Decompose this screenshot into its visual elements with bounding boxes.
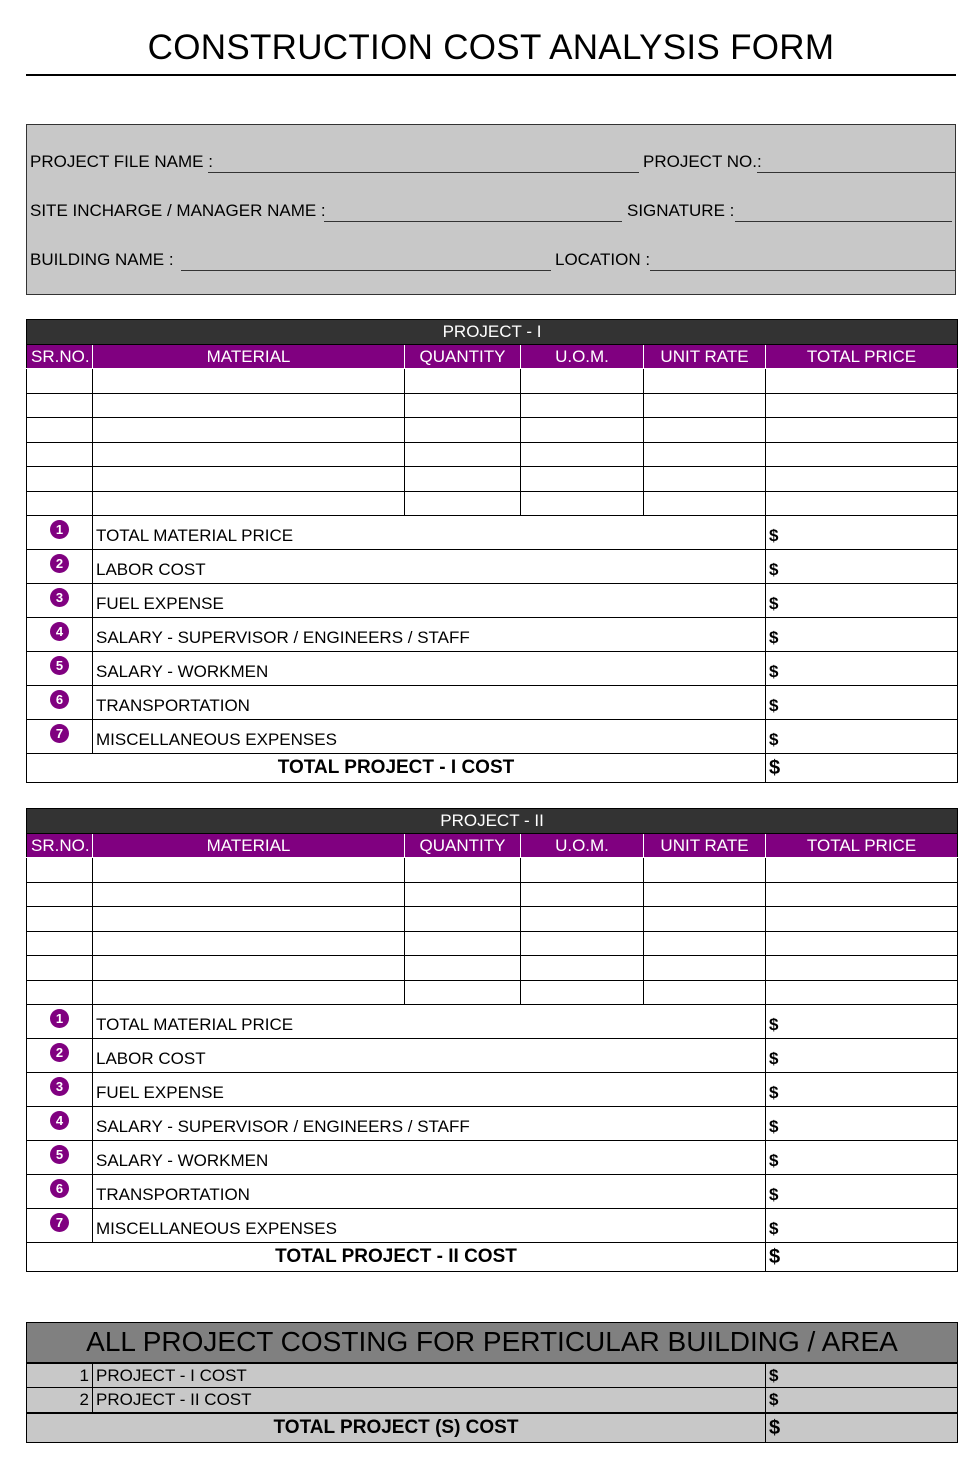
cell[interactable] — [93, 369, 405, 394]
cost-amount-field[interactable]: $ — [766, 652, 958, 686]
cell[interactable] — [766, 418, 958, 443]
location-label: LOCATION : — [555, 250, 651, 269]
cell[interactable] — [766, 442, 958, 467]
cell[interactable] — [405, 980, 521, 1005]
cost-amount-field[interactable]: $ — [766, 1039, 958, 1073]
cell[interactable] — [521, 882, 644, 907]
cell[interactable] — [521, 491, 644, 516]
site-incharge-label: SITE INCHARGE / MANAGER NAME : — [30, 201, 326, 220]
summary-heading: ALL PROJECT COSTING FOR PERTICULAR BUILDING / AREA — [27, 1323, 958, 1363]
signature-label: SIGNATURE : — [627, 201, 735, 220]
cost-row-total-material — [27, 1005, 958, 1039]
number-circle-icon: 1 — [50, 1009, 69, 1028]
cost-row-salary-workmen — [27, 652, 958, 686]
cost-label: TOTAL MATERIAL PRICE — [93, 1005, 766, 1039]
cell[interactable] — [405, 418, 521, 443]
project-1-column-headers — [27, 345, 958, 369]
cell[interactable] — [405, 442, 521, 467]
number-circle-icon: 6 — [50, 1179, 69, 1198]
project-2-column-headers — [27, 834, 958, 858]
cost-row-transportation — [27, 686, 958, 720]
cost-amount-field[interactable]: $ — [766, 686, 958, 720]
cell[interactable] — [93, 393, 405, 418]
table-row — [27, 393, 958, 418]
col-total-price: TOTAL PRICE — [766, 345, 958, 369]
table-row — [27, 442, 958, 467]
cell[interactable] — [27, 491, 93, 516]
project-1-heading: PROJECT - I — [27, 320, 958, 345]
cost-label: FUEL EXPENSE — [93, 1073, 766, 1107]
location-field[interactable] — [650, 270, 955, 271]
number-circle-icon: 3 — [50, 1077, 69, 1096]
number-circle-icon: 2 — [50, 1043, 69, 1062]
cell[interactable] — [405, 369, 521, 394]
number-circle-icon: 7 — [50, 724, 69, 743]
cost-amount-field[interactable]: $ — [766, 720, 958, 754]
cost-row-fuel — [27, 584, 958, 618]
col-sr-no: SR.NO. — [27, 834, 93, 858]
building-name-field[interactable] — [181, 270, 551, 271]
cell[interactable] — [27, 442, 93, 467]
summary-row-amount-field[interactable]: $ — [766, 1388, 958, 1413]
table-row — [27, 369, 958, 394]
cell[interactable] — [27, 980, 93, 1005]
cost-label: SALARY - WORKMEN — [93, 652, 766, 686]
cell[interactable] — [27, 418, 93, 443]
number-badge — [27, 1005, 93, 1039]
cost-label: TRANSPORTATION — [93, 686, 766, 720]
building-name-label: BUILDING NAME : — [30, 250, 174, 269]
cell[interactable] — [27, 393, 93, 418]
cost-row-misc — [27, 1209, 958, 1243]
cell[interactable] — [644, 442, 766, 467]
cost-row-misc — [27, 720, 958, 754]
cell[interactable] — [766, 369, 958, 394]
cell[interactable] — [521, 931, 644, 956]
cell[interactable] — [521, 467, 644, 492]
summary-row-label: PROJECT - I COST — [93, 1363, 766, 1388]
cell[interactable] — [405, 931, 521, 956]
form-title: CONSTRUCTION COST ANALYSIS FORM — [26, 26, 956, 76]
project-2-heading: PROJECT - II — [27, 809, 958, 834]
cost-label: FUEL EXPENSE — [93, 584, 766, 618]
table-row — [27, 956, 958, 981]
cost-row-transportation — [27, 1175, 958, 1209]
cell[interactable] — [766, 907, 958, 932]
cost-amount-field[interactable]: $ — [766, 584, 958, 618]
cell[interactable] — [521, 907, 644, 932]
cell[interactable] — [644, 467, 766, 492]
number-badge — [27, 618, 93, 652]
cell[interactable] — [27, 956, 93, 981]
cell[interactable] — [405, 956, 521, 981]
table-row — [27, 467, 958, 492]
cell[interactable] — [766, 858, 958, 883]
cell[interactable] — [766, 882, 958, 907]
project-2-total-row — [27, 1243, 958, 1272]
cell[interactable] — [521, 418, 644, 443]
number-circle-icon: 3 — [50, 588, 69, 607]
cost-row-salary-workmen — [27, 1141, 958, 1175]
info-row-1 — [30, 149, 952, 175]
col-material: MATERIAL — [93, 834, 405, 858]
number-badge — [27, 686, 93, 720]
summary-row-number: 2 — [27, 1388, 93, 1413]
col-quantity: QUANTITY — [405, 834, 521, 858]
col-unit-rate: UNIT RATE — [644, 834, 766, 858]
cost-amount-field[interactable]: $ — [766, 1175, 958, 1209]
project-2-total-field[interactable]: $ — [766, 1243, 958, 1272]
cost-amount-field[interactable]: $ — [766, 1107, 958, 1141]
cell[interactable] — [644, 882, 766, 907]
col-quantity: QUANTITY — [405, 345, 521, 369]
cell[interactable] — [766, 956, 958, 981]
cell[interactable] — [766, 980, 958, 1005]
number-circle-icon: 5 — [50, 1145, 69, 1164]
number-badge — [27, 1209, 93, 1243]
cell[interactable] — [27, 858, 93, 883]
project-1-total-label: TOTAL PROJECT - I COST — [27, 754, 766, 783]
project-file-name-label: PROJECT FILE NAME : — [30, 152, 213, 171]
number-circle-icon: 1 — [50, 520, 69, 539]
summary-row-amount-field[interactable]: $ — [766, 1363, 958, 1388]
project-2-table — [26, 808, 958, 1272]
project-no-field[interactable] — [757, 172, 955, 173]
table-row — [27, 882, 958, 907]
cost-amount-field[interactable]: $ — [766, 516, 958, 550]
col-sr-no: SR.NO. — [27, 345, 93, 369]
number-badge — [27, 720, 93, 754]
cell[interactable] — [27, 369, 93, 394]
number-badge — [27, 584, 93, 618]
table-row — [27, 980, 958, 1005]
cell[interactable] — [644, 956, 766, 981]
cell[interactable] — [405, 467, 521, 492]
cell[interactable] — [644, 980, 766, 1005]
cost-label: LABOR COST — [93, 550, 766, 584]
cell[interactable] — [644, 393, 766, 418]
project-file-name-field[interactable] — [208, 172, 639, 173]
col-material: MATERIAL — [93, 345, 405, 369]
cell[interactable] — [27, 907, 93, 932]
number-badge — [27, 652, 93, 686]
cost-amount-field[interactable]: $ — [766, 1209, 958, 1243]
table-row — [27, 418, 958, 443]
number-circle-icon: 7 — [50, 1213, 69, 1232]
table-row — [27, 907, 958, 932]
cell[interactable] — [27, 467, 93, 492]
cell[interactable] — [644, 907, 766, 932]
site-incharge-field[interactable] — [324, 221, 622, 222]
cost-amount-field[interactable]: $ — [766, 550, 958, 584]
cell[interactable] — [766, 931, 958, 956]
cell[interactable] — [644, 369, 766, 394]
summary-total-row — [27, 1413, 958, 1443]
cell[interactable] — [521, 393, 644, 418]
cost-label: SALARY - SUPERVISOR / ENGINEERS / STAFF — [93, 1107, 766, 1141]
cost-row-total-material — [27, 516, 958, 550]
cell[interactable] — [93, 882, 405, 907]
cell[interactable] — [405, 882, 521, 907]
cost-label: SALARY - WORKMEN — [93, 1141, 766, 1175]
cell[interactable] — [93, 956, 405, 981]
cell[interactable] — [644, 931, 766, 956]
cost-amount-field[interactable]: $ — [766, 1141, 958, 1175]
cost-row-labor — [27, 1039, 958, 1073]
table-row — [27, 931, 958, 956]
table-row — [27, 491, 958, 516]
number-badge — [27, 1039, 93, 1073]
cell[interactable] — [521, 980, 644, 1005]
info-row-3 — [30, 247, 952, 273]
cost-row-labor — [27, 550, 958, 584]
col-uom: U.O.M. — [521, 345, 644, 369]
cost-label: MISCELLANEOUS EXPENSES — [93, 720, 766, 754]
col-uom: U.O.M. — [521, 834, 644, 858]
cell[interactable] — [93, 442, 405, 467]
cost-amount-field[interactable]: $ — [766, 618, 958, 652]
number-badge — [27, 1175, 93, 1209]
number-badge — [27, 1107, 93, 1141]
cell[interactable] — [405, 393, 521, 418]
table-row — [27, 858, 958, 883]
summary-row-number: 1 — [27, 1363, 93, 1388]
project-1-table — [26, 319, 958, 783]
number-badge — [27, 550, 93, 584]
cost-amount-field[interactable]: $ — [766, 1073, 958, 1107]
cell[interactable] — [93, 907, 405, 932]
cost-label: LABOR COST — [93, 1039, 766, 1073]
number-badge — [27, 516, 93, 550]
info-row-2 — [30, 198, 952, 224]
number-circle-icon: 5 — [50, 656, 69, 675]
cell[interactable] — [93, 491, 405, 516]
cell[interactable] — [27, 882, 93, 907]
cell[interactable] — [93, 980, 405, 1005]
cost-amount-field[interactable]: $ — [766, 1005, 958, 1039]
cell[interactable] — [521, 858, 644, 883]
cell[interactable] — [93, 467, 405, 492]
col-unit-rate: UNIT RATE — [644, 345, 766, 369]
number-circle-icon: 6 — [50, 690, 69, 709]
number-badge — [27, 1073, 93, 1107]
col-total-price: TOTAL PRICE — [766, 834, 958, 858]
cell[interactable] — [644, 491, 766, 516]
cell[interactable] — [405, 491, 521, 516]
number-circle-icon: 2 — [50, 554, 69, 573]
project-1-total-field[interactable]: $ — [766, 754, 958, 783]
signature-field[interactable] — [735, 221, 952, 222]
cost-row-fuel — [27, 1073, 958, 1107]
number-badge — [27, 1141, 93, 1175]
cell[interactable] — [766, 393, 958, 418]
cost-label: MISCELLANEOUS EXPENSES — [93, 1209, 766, 1243]
cell[interactable] — [405, 858, 521, 883]
number-circle-icon: 4 — [50, 622, 69, 641]
project-no-label: PROJECT NO.: — [643, 152, 762, 171]
cell[interactable] — [766, 491, 958, 516]
summary-total-field[interactable]: $ — [766, 1413, 958, 1443]
summary-row-project-1 — [27, 1363, 958, 1388]
summary-row-project-2 — [27, 1388, 958, 1413]
cell[interactable] — [405, 907, 521, 932]
cost-label: SALARY - SUPERVISOR / ENGINEERS / STAFF — [93, 618, 766, 652]
cell[interactable] — [521, 369, 644, 394]
cost-label: TOTAL MATERIAL PRICE — [93, 516, 766, 550]
cell[interactable] — [27, 931, 93, 956]
cell[interactable] — [644, 858, 766, 883]
cost-row-salary-staff — [27, 618, 958, 652]
cell[interactable] — [93, 418, 405, 443]
cell[interactable] — [93, 931, 405, 956]
summary-row-label: PROJECT - II COST — [93, 1388, 766, 1413]
cell[interactable] — [93, 858, 405, 883]
project-info-box — [26, 124, 956, 295]
cell[interactable] — [766, 467, 958, 492]
number-circle-icon: 4 — [50, 1111, 69, 1130]
cell[interactable] — [521, 956, 644, 981]
cell[interactable] — [521, 442, 644, 467]
project-1-total-row — [27, 754, 958, 783]
cost-row-salary-staff — [27, 1107, 958, 1141]
project-2-total-label: TOTAL PROJECT - II COST — [27, 1243, 766, 1272]
cell[interactable] — [644, 418, 766, 443]
summary-table — [26, 1322, 958, 1443]
cost-label: TRANSPORTATION — [93, 1175, 766, 1209]
summary-total-label: TOTAL PROJECT (S) COST — [27, 1413, 766, 1443]
